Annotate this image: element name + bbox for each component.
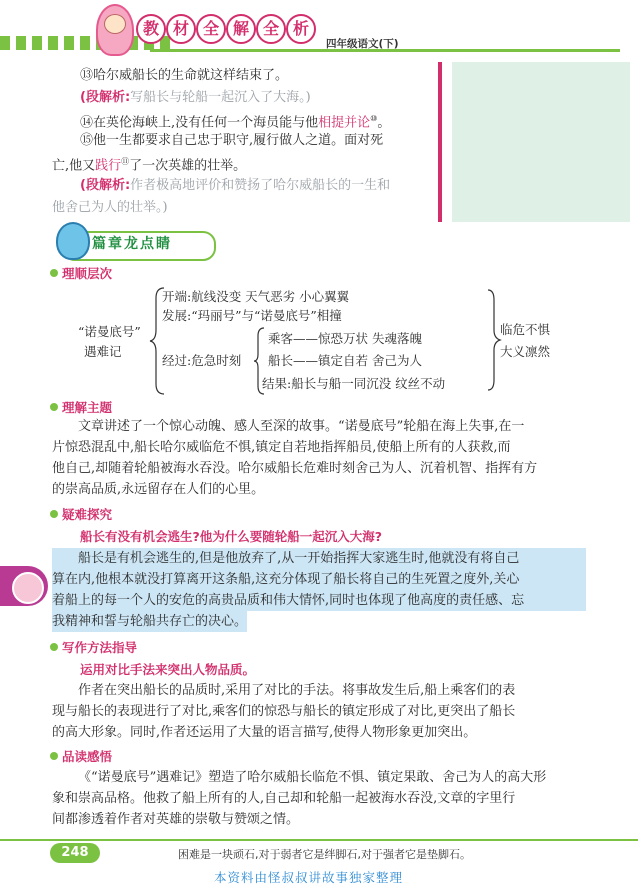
reading-paragraph [52,767,586,830]
watermark-text: 本资料由怪叔叔讲故事独家整理 [214,870,404,885]
theme-line: 文章讲述了一个惊心动魄、感人至深的故事。“诺曼底号”轮船在海上失事,在一 [78,419,525,434]
structure-row-development: 发展:“玛丽号”与“诺曼底号”相撞 [162,308,342,323]
section-heading-theme [50,398,112,416]
page-number: 248 [50,843,100,863]
series-title-char: 全 [256,14,286,44]
grade-subject-label: 四年级语文(下) [326,38,399,50]
section-heading-explore [50,505,112,523]
answer-line: 船长是有机会逃生的,但是他放弃了,从一开始指挥大家逃生时,他就没有将自己 [52,548,586,569]
structure-summary-2: 大义凛然 [500,344,551,359]
theme-line: 他自己,却随着轮船被海水吞没。哈尔威船长危难时刻舍己为人、沉着机智、指挥有方 [52,461,538,476]
explore-question: 船长有没有机会逃生?他为什么要随轮船一起沉入大海? [80,529,383,544]
mascot-face-icon [104,14,126,34]
series-title-char: 材 [166,14,196,44]
analysis-2-line-1 [80,176,390,195]
paragraph-15-line-2 [52,152,246,175]
analysis-label: (段解析: [80,90,131,105]
bullet-dot-icon [50,752,58,760]
series-title-char: 教 [136,14,166,44]
vocab-term: 相提并论 [318,115,371,131]
bullet-dot-icon [50,643,58,651]
analysis-label: (段解析: [80,178,131,193]
structure-root-line-1: “诺曼底号” [78,324,141,339]
bullet-dot-icon [50,403,58,411]
footnote-marker: ⑩ [370,114,378,123]
analysis-text: 写船长与轮船一起沉入了大海。) [130,90,311,105]
answer-line: 算在内,他根本就没打算离开这条船,这充分体现了船长将自己的生死置之度外,关心 [52,569,586,590]
footer-rule [0,839,638,841]
section-heading-writing [50,638,137,656]
bullet-dot-icon [50,269,58,277]
theme-line: 片惊恐混乱中,船长哈尔威临危不惧,镇定自若地指挥船员,使船上所有的人获救,而 [52,440,511,455]
series-title-char: 全 [196,14,226,44]
paragraph-14-text: ⑭在英伦海峡上,没有任何一个海员能与他 [80,115,319,131]
paragraph-14-end: 。 [377,115,391,131]
writing-paragraph [52,680,586,743]
reading-line: 象和崇高品格。他救了船上所有的人,自己却和轮船一起被海水吞没,文章的字里行 [52,791,516,806]
heading-text: 疑难探究 [62,507,113,522]
analysis-2-line-2: 他舍己为人的壮举。) [52,200,168,215]
writing-line: 作者在突出船长的品质时,采用了对比的手法。将事故发生后,船上乘客们的表 [78,683,516,698]
writing-subheading: 运用对比手法来突出人物品质。 [80,662,256,677]
vocab-term: 践行 [95,158,122,174]
mascot-face-icon [12,572,44,604]
structure-summary-1: 临危不惧 [500,322,551,337]
structure-row-process: 经过:危急时刻 [162,353,242,368]
analysis-1 [80,88,311,107]
answer-line: 我精神和誓与轮船共存亡的决心。 [52,611,247,632]
section-heading-reading [50,747,112,765]
side-notes-panel [452,62,630,222]
paragraph-15-text: 亡,他又 [52,158,96,174]
structure-root-line-2: 遇难记 [84,344,122,359]
paragraph-15-line-1: ⑮他一生都要求自己忠于职守,履行做人之道。面对死 [80,133,384,148]
writing-line: 现与船长的表现进行了对比,乘客们的惊恐与船长的镇定形成了对比,更突出了船长 [52,704,516,719]
theme-line: 的崇高品质,永远留存在人们的心里。 [52,482,265,497]
bullet-dot-icon [50,510,58,518]
heading-text: 品读感悟 [62,749,113,764]
heading-text: 写作方法指导 [62,640,138,655]
theme-paragraph [52,416,586,500]
heading-text: 理顺层次 [62,266,113,281]
series-title-char: 析 [286,14,316,44]
paragraph-15-end: 了一次英雄的壮举。 [129,158,247,174]
structure-row-captain: 船长——镇定自若 舍己为人 [268,353,422,368]
paragraph-13: ⑬哈尔威船长的生命就这样结束了。 [80,68,289,83]
explore-answer [52,548,586,632]
column-divider [438,62,442,222]
writing-line: 的高大形象。同时,作者还运用了大量的语言描写,使得人物形象更加突出。 [52,725,477,740]
section-badge-label: 篇章龙点睛 [92,236,172,252]
paragraph-14 [80,109,390,132]
structure-row-passengers: 乘客——惊恐万状 失魂落魄 [268,331,422,346]
structure-row-opening: 开端:航线没变 天气恶劣 小心翼翼 [162,289,350,304]
footer-quote: 困难是一块顽石,对于弱者它是绊脚石,对于强者它是垫脚石。 [178,848,471,861]
mascot-icon [56,222,90,260]
heading-text: 理解主题 [62,400,113,415]
series-title-char: 解 [226,14,256,44]
right-brace-icon [486,288,502,392]
reading-line: 《“诺曼底号”遇难记》塑造了哈尔威船长临危不惧、镇定果敢、舍己为人的高大形 [78,770,547,785]
analysis-text: 作者极高地评价和赞扬了哈尔威船长的一生和 [130,178,391,193]
section-heading-structure [50,264,112,282]
reading-line: 间都渗透着作者对英雄的崇敬与赞颂之情。 [52,812,300,827]
footnote-marker: ⑪ [121,157,130,166]
structure-row-result: 结果:船长与船一同沉没 纹丝不动 [262,376,446,391]
answer-line: 着船上的每一个人的安危的高贵品质和伟大情怀,同时也体现了他高度的责任感、忘 [52,590,586,611]
